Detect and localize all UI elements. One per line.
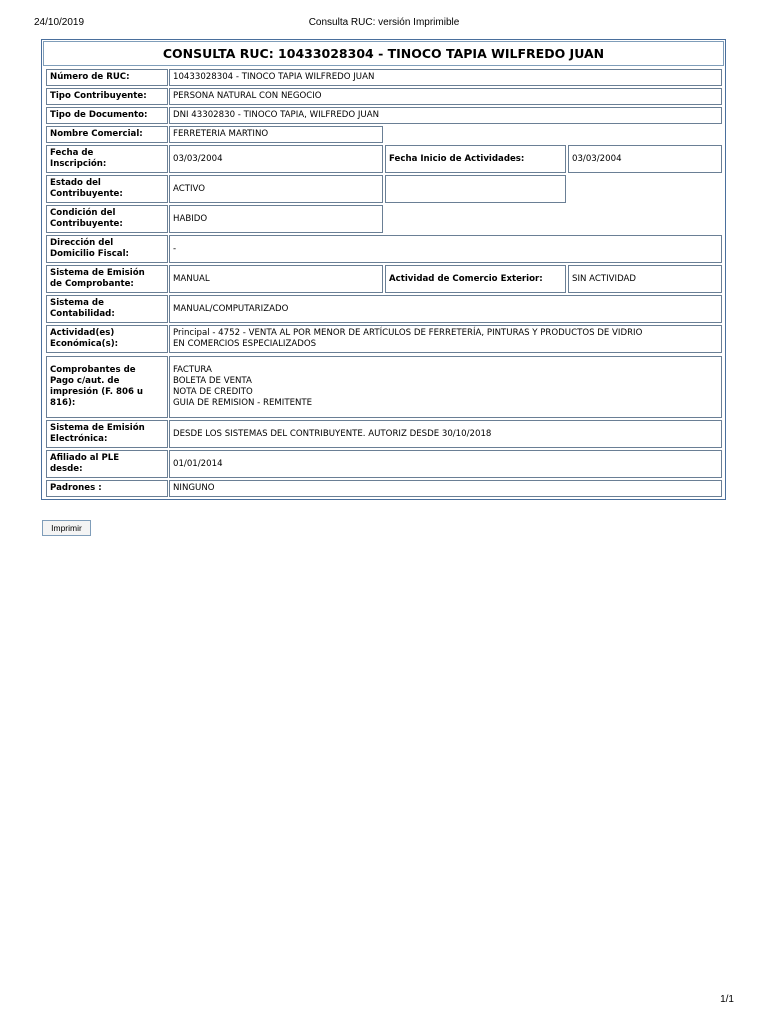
sistema-electronica-value: DESDE LOS SISTEMAS DEL CONTRIBUYENTE. AUTORIZ DESDE 30/10/2018 <box>169 420 722 448</box>
actividad-economica-label: Actividad(es) Económica(s): <box>46 325 168 353</box>
list-item: GUIA DE REMISION - REMITENTE <box>173 398 313 408</box>
comprobantes-label: Comprobantes de Pago c/aut. de impresión (F. 806 u 816): <box>46 356 168 418</box>
numero-ruc-value: 10433028304 - TINOCO TAPIA WILFREDO JUAN <box>169 69 722 86</box>
print-date: 24/10/2019 <box>34 17 85 28</box>
numero-ruc-label: Número de RUC: <box>46 69 168 86</box>
direccion-label: Dirección del Domicilio Fiscal: <box>46 235 168 263</box>
direccion-value: - <box>169 235 722 263</box>
actividad-exterior-label: Actividad de Comercio Exterior: <box>385 265 566 293</box>
list-item: NOTA DE CREDITO <box>173 387 253 397</box>
estado-label: Estado del Contribuyente: <box>46 175 168 203</box>
fecha-inscripcion-label: Fecha de Inscripción: <box>46 145 168 173</box>
print-page-title: Consulta RUC: versión Imprimible <box>308 17 460 28</box>
sistema-contabilidad-label: Sistema de Contabilidad: <box>46 295 168 323</box>
ruc-result-panel <box>41 39 726 500</box>
print-button[interactable]: Imprimir <box>42 520 91 536</box>
print-header <box>0 17 768 31</box>
fecha-inicio-value: 03/03/2004 <box>568 145 722 173</box>
condicion-value: HABIDO <box>169 205 383 233</box>
padrones-value: NINGUNO <box>169 480 722 497</box>
afiliado-ple-label: Afiliado al PLE desde: <box>46 450 168 478</box>
actividad-economica-value: Principal - 4752 - VENTA AL POR MENOR DE ARTÍCULOS DE FERRETERÍA, PINTURAS Y PRODUCTOS DE VIDRIO EN COMERCIOS ESPECIALIZADOS <box>169 325 722 353</box>
page-title: CONSULTA RUC: 10433028304 - TINOCO TAPIA WILFREDO JUAN <box>43 41 724 66</box>
condicion-label: Condición del Contribuyente: <box>46 205 168 233</box>
fecha-inicio-label: Fecha Inicio de Actividades: <box>385 145 566 173</box>
afiliado-ple-value: 01/01/2014 <box>169 450 722 478</box>
padrones-label: Padrones : <box>46 480 168 497</box>
fecha-inscripcion-value: 03/03/2004 <box>169 145 383 173</box>
page-number: 1/1 <box>720 994 734 1005</box>
empty-cell <box>385 175 566 203</box>
tipo-contribuyente-value: PERSONA NATURAL CON NEGOCIO <box>169 88 722 105</box>
list-item: FACTURA <box>173 365 212 375</box>
list-item: BOLETA DE VENTA <box>173 376 252 386</box>
sistema-contabilidad-value: MANUAL/COMPUTARIZADO <box>169 295 722 323</box>
tipo-documento-label: Tipo de Documento: <box>46 107 168 124</box>
nombre-comercial-value: FERRETERIA MARTINO <box>169 126 383 143</box>
estado-value: ACTIVO <box>169 175 383 203</box>
comprobantes-value <box>169 356 722 418</box>
sistema-emision-value: MANUAL <box>169 265 383 293</box>
actividad-exterior-value: SIN ACTIVIDAD <box>568 265 722 293</box>
sistema-emision-label: Sistema de Emisión de Comprobante: <box>46 265 168 293</box>
sistema-electronica-label: Sistema de Emisión Electrónica: <box>46 420 168 448</box>
nombre-comercial-label: Nombre Comercial: <box>46 126 168 143</box>
tipo-contribuyente-label: Tipo Contribuyente: <box>46 88 168 105</box>
tipo-documento-value: DNI 43302830 - TINOCO TAPIA, WILFREDO JUAN <box>169 107 722 124</box>
